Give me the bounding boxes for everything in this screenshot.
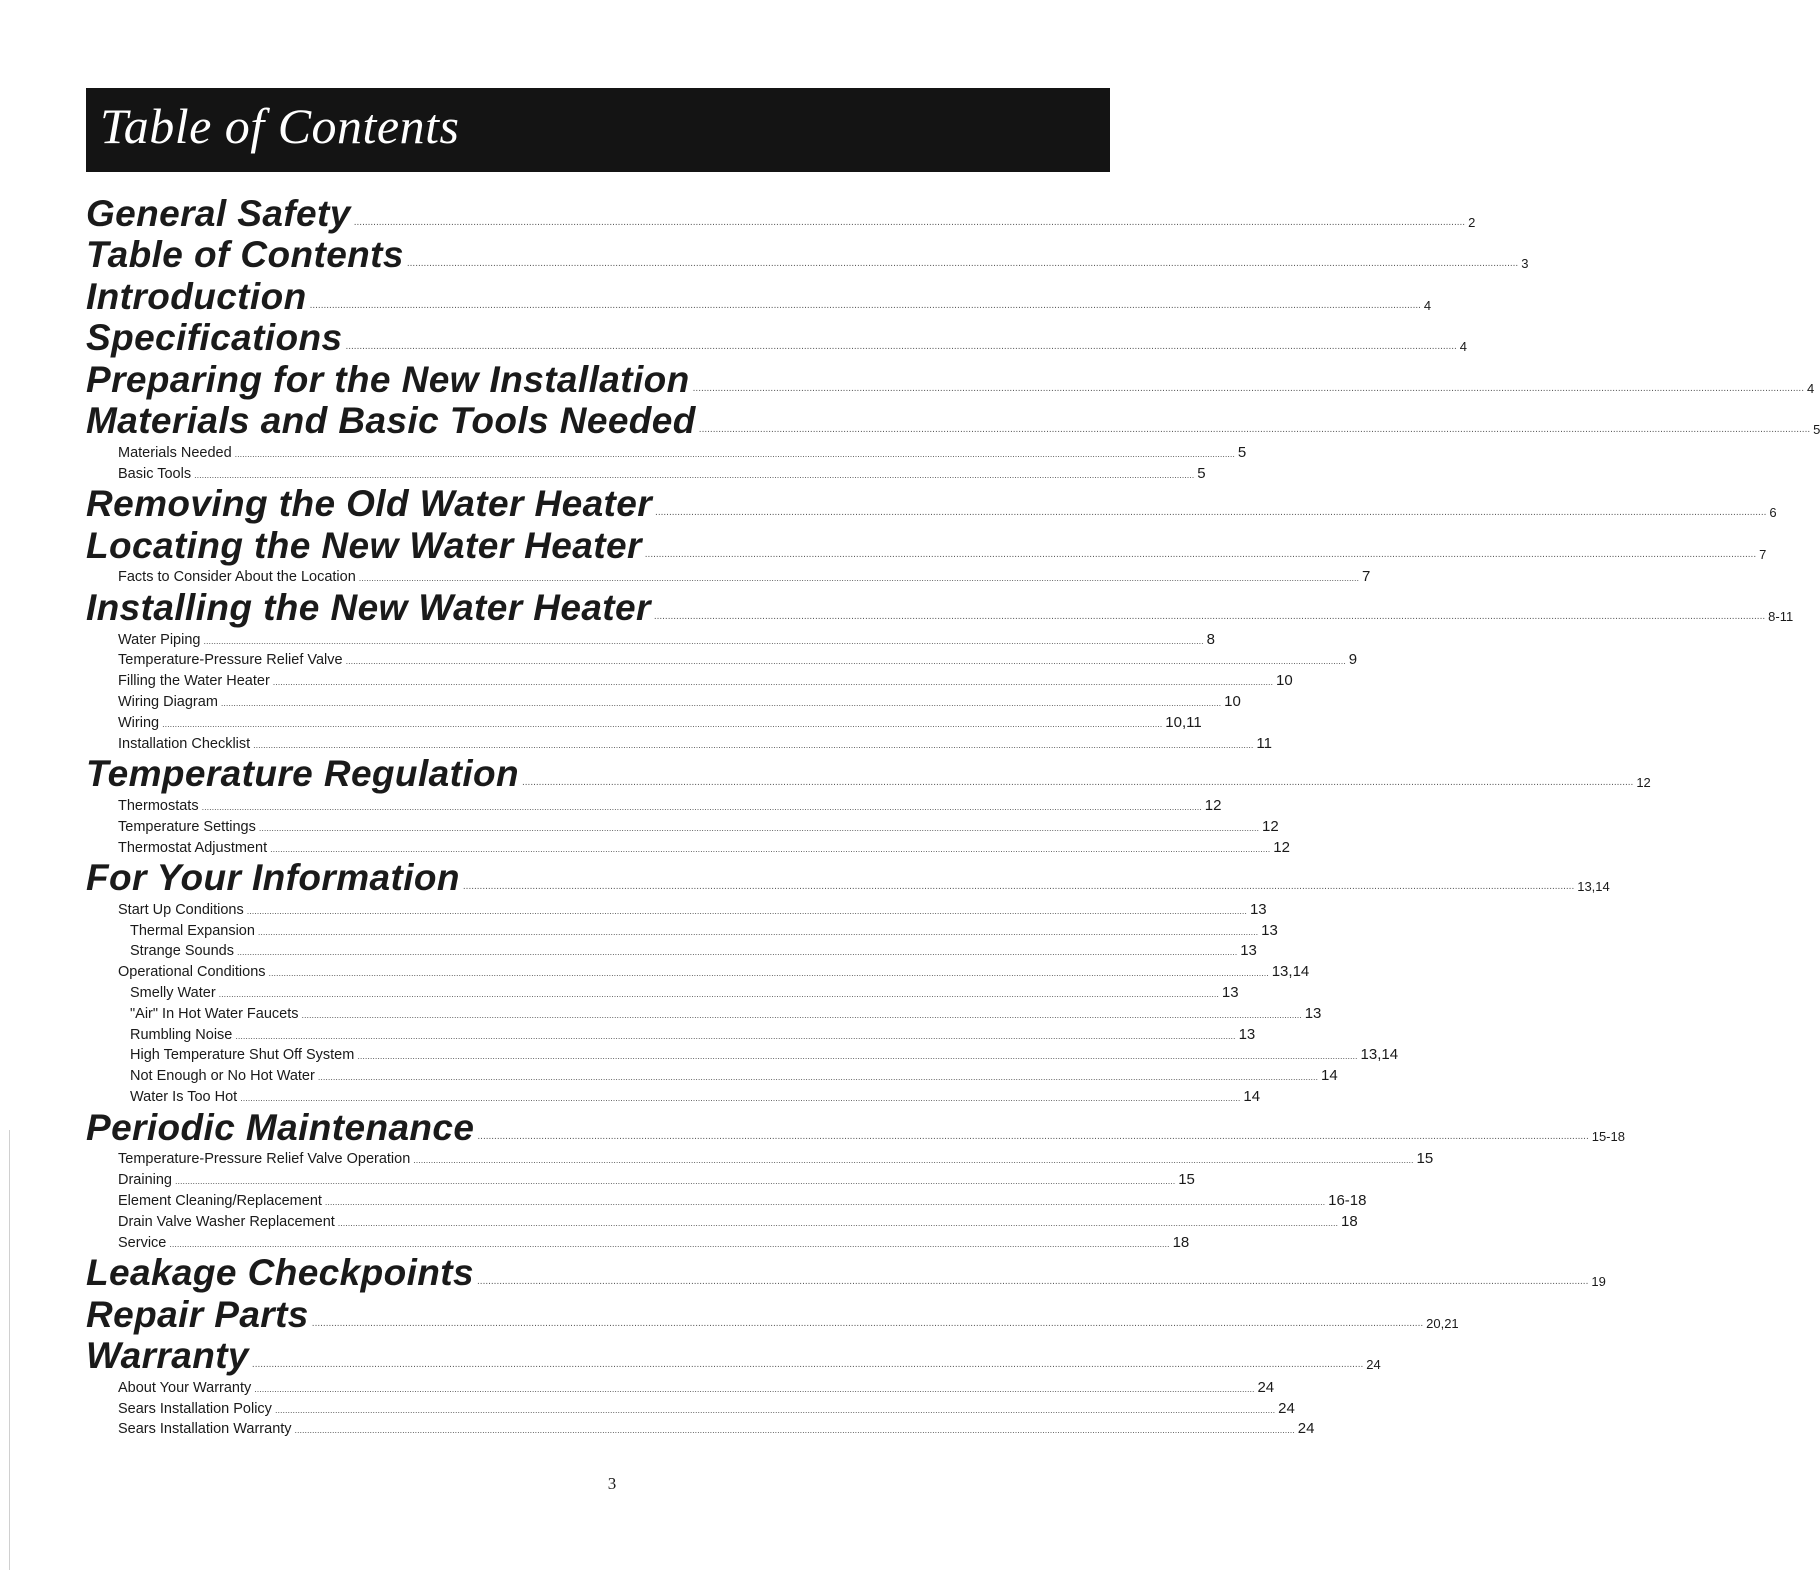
- toc-entry-label: Warranty: [86, 1335, 249, 1377]
- toc-entry-label: Thermostats: [118, 797, 199, 814]
- toc-entry-label: "Air" In Hot Water Faucets: [130, 1005, 299, 1022]
- toc-subsection-entry: [86, 898, 1267, 919]
- toc-subsection-entry: [86, 1023, 1256, 1044]
- toc-subsection-entry: [86, 1168, 1195, 1189]
- toc-entry-page: 12: [1204, 796, 1222, 814]
- dot-leader: ................................................................................................................................................................................................................................................................................................................................................................................................................: [477, 1130, 1589, 1142]
- dot-leader: ................................................................................................................................................................................................................................................................................................................................................................................................................: [162, 718, 1163, 729]
- toc-section-entry: [86, 524, 1767, 566]
- toc-entry-page: 13: [1238, 1025, 1256, 1043]
- toc-entry-page: 14: [1243, 1088, 1261, 1106]
- toc-entry-page: 19: [1591, 1274, 1606, 1290]
- dot-leader: ................................................................................................................................................................................................................................................................................................................................................................................................................: [251, 1359, 1364, 1371]
- toc-entry-label: Drain Valve Washer Replacement: [118, 1213, 335, 1230]
- toc-section-entry: [86, 358, 1815, 400]
- toc-entry-label: Water Is Too Hot: [130, 1089, 238, 1106]
- dot-leader: ................................................................................................................................................................................................................................................................................................................................................................................................................: [477, 1276, 1589, 1288]
- toc-entry-page: 24: [1278, 1399, 1295, 1417]
- toc-entry-label: Temperature Settings: [118, 818, 256, 835]
- toc-section-entry: [86, 1106, 1625, 1148]
- toc-entry-page: 13,14: [1577, 879, 1610, 895]
- toc-entry-label: Not Enough or No Hot Water: [130, 1068, 315, 1085]
- dot-leader: ................................................................................................................................................................................................................................................................................................................................................................................................................: [203, 635, 1204, 646]
- dot-leader: ................................................................................................................................................................................................................................................................................................................................................................................................................: [201, 801, 1202, 812]
- toc-entry-page: 10: [1224, 693, 1241, 711]
- dot-leader: ................................................................................................................................................................................................................................................................................................................................................................................................................: [655, 507, 1767, 519]
- toc-section-entry: [86, 1335, 1381, 1377]
- toc-entry-page: 4: [1459, 339, 1468, 354]
- toc-subsection-entry: [86, 732, 1272, 753]
- toc-entry-page: 15: [1416, 1150, 1434, 1168]
- dot-leader: ................................................................................................................................................................................................................................................................................................................................................................................................................: [301, 1009, 1302, 1020]
- dot-leader: ................................................................................................................................................................................................................................................................................................................................................................................................................: [698, 424, 1811, 435]
- toc-entry-label: Specifications: [86, 317, 343, 358]
- toc-entry-label: Rumbling Noise: [130, 1026, 233, 1043]
- dot-leader: ................................................................................................................................................................................................................................................................................................................................................................................................................: [169, 1238, 1170, 1249]
- toc-entry-page: 12: [1636, 775, 1651, 791]
- toc-entry-label: Sears Installation Warranty: [118, 1421, 292, 1438]
- dot-leader: ................................................................................................................................................................................................................................................................................................................................................................................................................: [692, 382, 1804, 394]
- toc-subsection-entry: [86, 1418, 1315, 1439]
- toc-entry-label: Wiring: [118, 714, 160, 731]
- dot-leader: ................................................................................................................................................................................................................................................................................................................................................................................................................: [317, 1072, 1319, 1083]
- toc-entry-page: 14: [1321, 1067, 1338, 1085]
- toc-entry-page: 5: [1813, 422, 1820, 437]
- toc-entry-label: Strange Sounds: [130, 943, 234, 960]
- toc-entry-page: 24: [1366, 1357, 1381, 1373]
- dot-leader: ................................................................................................................................................................................................................................................................................................................................................................................................................: [237, 947, 1238, 958]
- toc-subsection-entry: [86, 1231, 1190, 1252]
- dot-leader: ................................................................................................................................................................................................................................................................................................................................................................................................................: [194, 469, 1195, 480]
- dot-leader: ................................................................................................................................................................................................................................................................................................................................................................................................................: [246, 905, 1247, 916]
- toc-entry-page: 10: [1275, 672, 1293, 690]
- toc-entry-label: Temperature-Pressure Relief Valve Operation: [118, 1151, 411, 1168]
- toc-entry-page: 24: [1257, 1378, 1275, 1396]
- dot-leader: ................................................................................................................................................................................................................................................................................................................................................................................................................: [309, 299, 1421, 311]
- toc-entry-label: Materials Needed: [118, 444, 232, 461]
- dot-leader: ................................................................................................................................................................................................................................................................................................................................................................................................................: [253, 739, 1254, 750]
- dot-leader: ................................................................................................................................................................................................................................................................................................................................................................................................................: [324, 1196, 1326, 1207]
- toc-entry-page: 12: [1273, 838, 1290, 856]
- toc-entry-label: Repair Parts: [86, 1293, 309, 1335]
- dot-leader: ................................................................................................................................................................................................................................................................................................................................................................................................................: [268, 968, 1269, 979]
- toc-section-entry: [86, 275, 1432, 317]
- toc-entry-label: Installation Checklist: [118, 735, 251, 752]
- toc-entry-page: 13: [1240, 942, 1257, 960]
- toc-subsection-entry: [86, 960, 1310, 981]
- dot-leader: ................................................................................................................................................................................................................................................................................................................................................................................................................: [257, 926, 1259, 937]
- toc-entry-label: Locating the New Water Heater: [86, 524, 642, 566]
- toc-entry-label: Facts to Consider About the Location: [118, 569, 356, 586]
- dot-leader: ................................................................................................................................................................................................................................................................................................................................................................................................................: [175, 1176, 1176, 1187]
- dot-leader: ................................................................................................................................................................................................................................................................................................................................................................................................................: [353, 216, 1466, 228]
- toc-entry-label: Operational Conditions: [118, 964, 266, 981]
- toc-subsection-entry: [86, 669, 1293, 690]
- toc-entry-page: 20,21: [1426, 1315, 1459, 1331]
- toc-entry-page: 13,14: [1271, 963, 1310, 981]
- toc-entry-label: Filling the Water Heater: [118, 673, 270, 690]
- page-title: Table of Contents: [100, 98, 460, 154]
- toc-entry-page: 4: [1806, 380, 1815, 396]
- toc-entry-label: Temperature Regulation: [86, 753, 519, 795]
- dot-leader: ................................................................................................................................................................................................................................................................................................................................................................................................................: [270, 843, 1271, 854]
- toc-entry-label: For Your Information: [86, 857, 460, 899]
- toc-entry-page: 13: [1261, 921, 1278, 939]
- toc-entry-label: Materials and Basic Tools Needed: [86, 400, 696, 441]
- toc-entry-page: 24: [1297, 1420, 1315, 1438]
- toc-entry-page: 15-18: [1591, 1128, 1625, 1144]
- toc-subsection-entry: [86, 1397, 1295, 1418]
- toc-entry-label: Service: [118, 1234, 167, 1251]
- toc-entry-page: 4: [1423, 297, 1432, 313]
- toc-subsection-entry: [86, 981, 1239, 1002]
- toc-section-entry: [86, 317, 1468, 359]
- dot-leader: ................................................................................................................................................................................................................................................................................................................................................................................................................: [337, 1217, 1338, 1228]
- toc-entry-page: 16-18: [1328, 1191, 1367, 1209]
- toc-entry-label: Table of Contents: [86, 234, 404, 275]
- toc-entry-label: Introduction: [86, 275, 307, 317]
- dot-leader: ................................................................................................................................................................................................................................................................................................................................................................................................................: [294, 1425, 1295, 1436]
- toc-entry-label: Start Up Conditions: [118, 901, 244, 918]
- toc-entry-page: 10,11: [1165, 713, 1202, 731]
- toc-entry-label: Smelly Water: [130, 985, 216, 1002]
- toc-subsection-entry: [86, 711, 1202, 732]
- toc-section-entry: [86, 1293, 1459, 1335]
- dot-leader: ................................................................................................................................................................................................................................................................................................................................................................................................................: [274, 1404, 1276, 1415]
- toc-entry-page: 18: [1341, 1212, 1358, 1230]
- toc-entry-label: Temperature-Pressure Relief Valve: [118, 652, 343, 669]
- toc-subsection-entry: [86, 1064, 1338, 1085]
- dot-leader: ................................................................................................................................................................................................................................................................................................................................................................................................................: [653, 610, 1766, 622]
- dot-leader: ................................................................................................................................................................................................................................................................................................................................................................................................................: [413, 1155, 1414, 1166]
- toc-section-entry: [86, 400, 1820, 442]
- dot-leader: ................................................................................................................................................................................................................................................................................................................................................................................................................: [272, 677, 1273, 688]
- toc-subsection-entry: [86, 1376, 1275, 1397]
- toc-entry-page: 8-11: [1768, 608, 1794, 624]
- toc-subsection-entry: [86, 1002, 1322, 1023]
- toc-entry-page: 8: [1206, 630, 1216, 648]
- toc-entry-label: Wiring Diagram: [118, 694, 218, 711]
- toc-entry-label: About Your Warranty: [118, 1379, 252, 1396]
- toc-entry-label: Element Cleaning/Replacement: [118, 1192, 322, 1209]
- toc-subsection-entry: [86, 940, 1257, 961]
- dot-leader: ................................................................................................................................................................................................................................................................................................................................................................................................................: [358, 573, 1359, 584]
- toc-subsection-entry: [86, 1085, 1261, 1106]
- toc-entry-label: Thermostat Adjustment: [118, 839, 268, 856]
- toc-subsection-entry: [86, 441, 1247, 462]
- toc-subsection-entry: [86, 566, 1371, 587]
- toc-entry-page: 15: [1178, 1171, 1195, 1189]
- toc-entry-page: 13: [1304, 1004, 1322, 1022]
- dot-leader: ................................................................................................................................................................................................................................................................................................................................................................................................................: [254, 1383, 1255, 1394]
- dot-leader: ................................................................................................................................................................................................................................................................................................................................................................................................................: [462, 881, 1575, 893]
- dot-leader: ................................................................................................................................................................................................................................................................................................................................................................................................................: [234, 448, 1235, 459]
- toc-entry-page: 3: [1521, 256, 1529, 271]
- toc-entry-page: 2: [1468, 214, 1476, 230]
- toc-section-entry: [86, 483, 1777, 525]
- toc-entry-label: Sears Installation Policy: [118, 1400, 272, 1417]
- toc-entry-label: Periodic Maintenance: [86, 1106, 475, 1148]
- toc-subsection-entry: [86, 815, 1279, 836]
- table-of-contents: [86, 192, 1820, 1438]
- dot-leader: ................................................................................................................................................................................................................................................................................................................................................................................................................: [345, 341, 1457, 352]
- toc-section-entry: [86, 857, 1610, 899]
- toc-entry-page: 13: [1221, 984, 1239, 1002]
- toc-entry-page: 12: [1262, 817, 1279, 835]
- dot-leader: ................................................................................................................................................................................................................................................................................................................................................................................................................: [644, 548, 1757, 560]
- dot-leader: ................................................................................................................................................................................................................................................................................................................................................................................................................: [220, 698, 1222, 709]
- toc-entry-label: High Temperature Shut Off System: [130, 1047, 355, 1064]
- toc-entry-page: 11: [1256, 734, 1272, 752]
- dot-leader: ................................................................................................................................................................................................................................................................................................................................................................................................................: [345, 656, 1346, 667]
- toc-entry-page: 5: [1197, 464, 1206, 482]
- toc-entry-page: 9: [1348, 651, 1358, 669]
- toc-entry-label: Leakage Checkpoints: [86, 1252, 475, 1294]
- toc-entry-label: Installing the New Water Heater: [86, 586, 651, 628]
- title-banner: [86, 88, 1110, 172]
- toc-section-entry: [86, 586, 1794, 628]
- toc-entry-label: General Safety: [86, 192, 351, 234]
- toc-entry-label: Draining: [118, 1172, 172, 1189]
- toc-subsection-entry: [86, 919, 1278, 940]
- toc-entry-label: Basic Tools: [118, 465, 192, 482]
- toc-subsection-entry: [86, 462, 1206, 483]
- toc-entry-label: Water Piping: [118, 631, 201, 648]
- toc-subsection-entry: [86, 690, 1241, 711]
- toc-subsection-entry: [86, 1148, 1434, 1169]
- dot-leader: ................................................................................................................................................................................................................................................................................................................................................................................................................: [235, 1030, 1236, 1041]
- dot-leader: ................................................................................................................................................................................................................................................................................................................................................................................................................: [311, 1317, 1424, 1329]
- toc-entry-page: 6: [1769, 505, 1777, 521]
- dot-leader: ................................................................................................................................................................................................................................................................................................................................................................................................................: [218, 989, 1219, 1000]
- toc-subsection-entry: [86, 1210, 1358, 1231]
- toc-entry-page: 18: [1172, 1233, 1190, 1251]
- toc-section-entry: [86, 234, 1529, 276]
- toc-entry-label: Removing the Old Water Heater: [86, 483, 653, 525]
- toc-section-entry: [86, 753, 1651, 795]
- toc-entry-page: 5: [1237, 443, 1247, 461]
- toc-section-entry: [86, 192, 1476, 234]
- dot-leader: ................................................................................................................................................................................................................................................................................................................................................................................................................: [258, 822, 1260, 833]
- toc-entry-label: Thermal Expansion: [130, 922, 255, 939]
- toc-subsection-entry: [86, 649, 1358, 670]
- page-number: 3: [607, 1474, 617, 1493]
- dot-leader: ................................................................................................................................................................................................................................................................................................................................................................................................................: [357, 1051, 1358, 1062]
- toc-subsection-entry: [86, 1044, 1399, 1065]
- scan-edge-line: [9, 1130, 10, 1570]
- toc-entry-page: 7: [1362, 568, 1371, 586]
- toc-entry-label: Preparing for the New Installation: [86, 358, 690, 400]
- toc-subsection-entry: [86, 1189, 1367, 1210]
- dot-leader: ................................................................................................................................................................................................................................................................................................................................................................................................................: [522, 777, 1634, 789]
- toc-section-entry: [86, 1252, 1606, 1294]
- dot-leader: ................................................................................................................................................................................................................................................................................................................................................................................................................: [406, 258, 1519, 269]
- toc-subsection-entry: [86, 836, 1290, 857]
- toc-entry-page: 7: [1759, 546, 1767, 562]
- toc-subsection-entry: [86, 628, 1216, 649]
- toc-entry-page: 13: [1249, 900, 1267, 918]
- dot-leader: ................................................................................................................................................................................................................................................................................................................................................................................................................: [240, 1093, 1241, 1104]
- toc-subsection-entry: [86, 794, 1222, 815]
- toc-entry-page: 13,14: [1360, 1046, 1399, 1064]
